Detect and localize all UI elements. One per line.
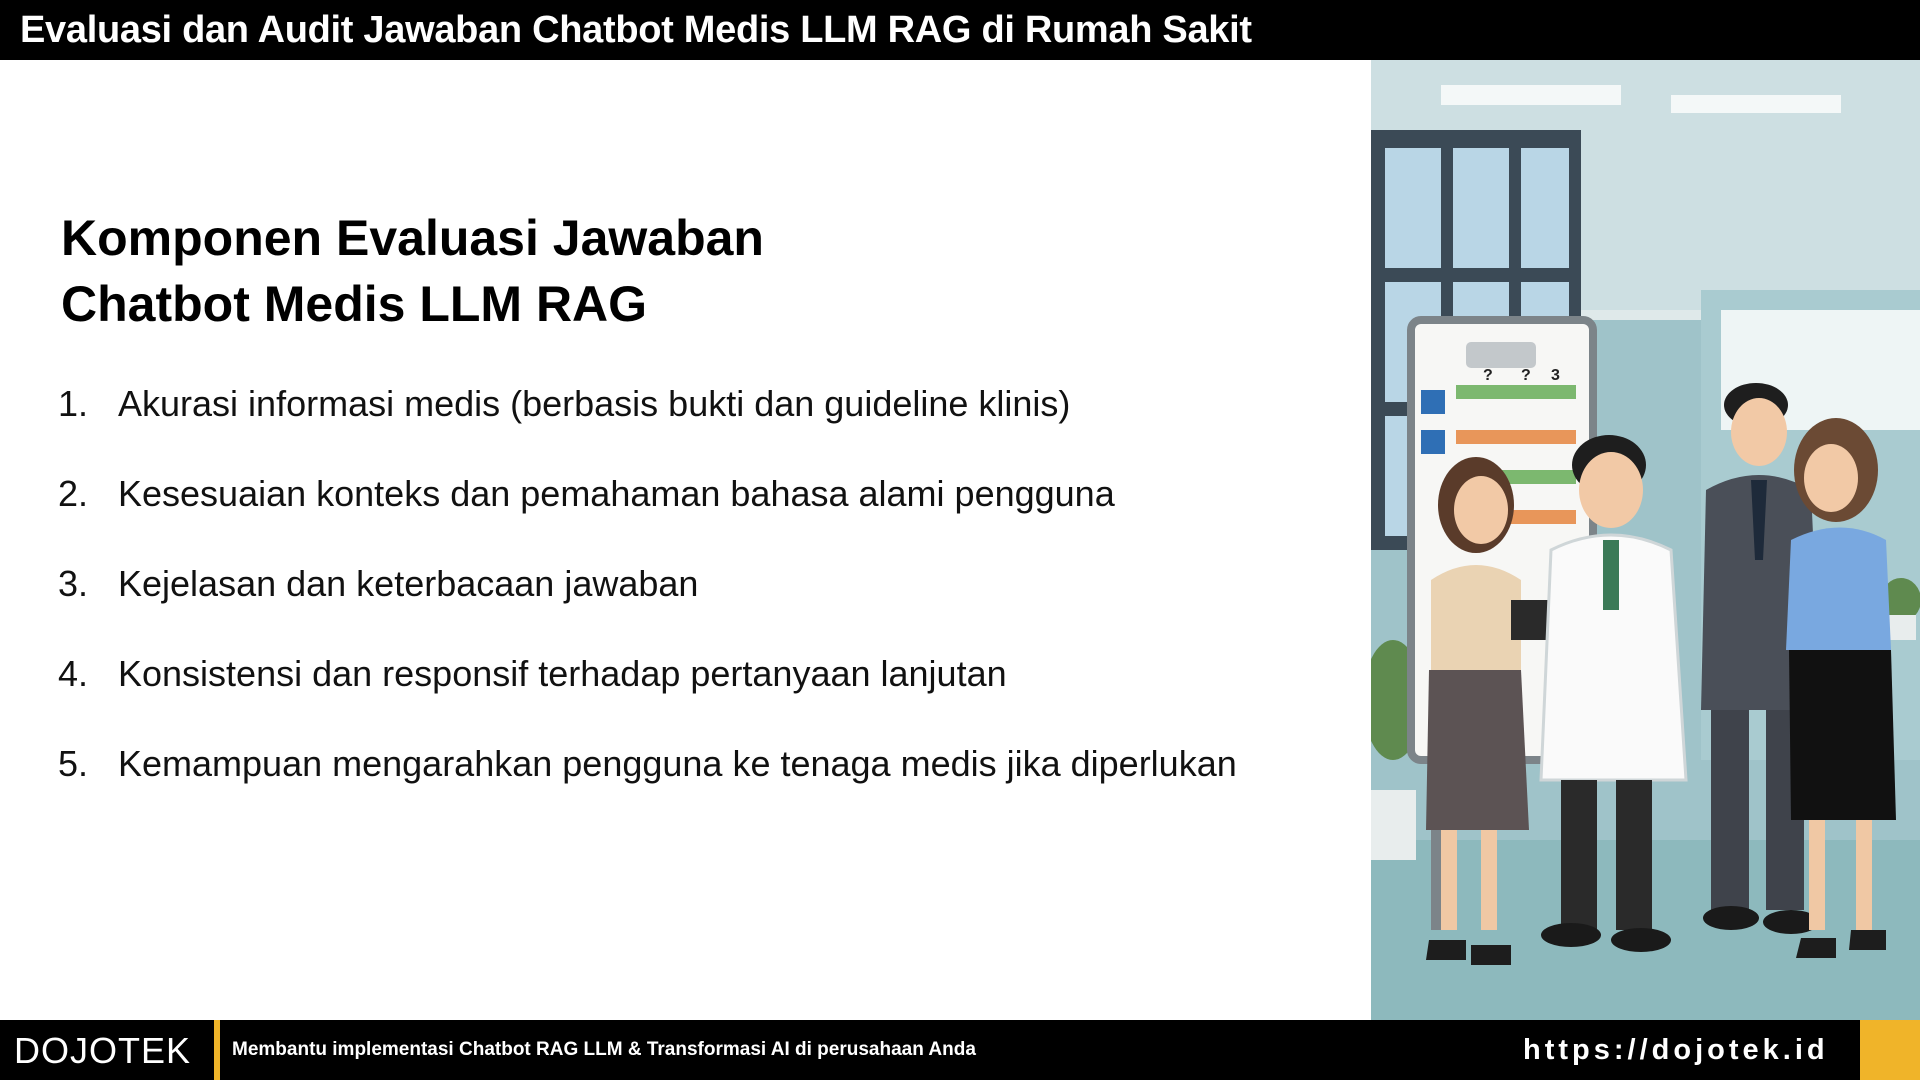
whiteboard-mark: 3 [1551, 367, 1560, 384]
list-item-number: 1. [58, 383, 89, 424]
brand-logo: DOJOTEK [14, 1030, 192, 1071]
footer-tagline: Membantu implementasi Chatbot RAG LLM & Transformasi AI di perusahaan Anda [232, 1039, 976, 1060]
whiteboard-mark: ? [1483, 367, 1493, 384]
list-item-text: Kejelasan dan keterbacaan jawaban [118, 563, 699, 604]
hospital-team-illustration [1371, 60, 1920, 1020]
list-item-text: Kesesuaian konteks dan pemahaman bahasa alami pengguna [118, 473, 1115, 514]
website-url[interactable]: https://dojotek.id [1523, 1034, 1829, 1066]
list-item [58, 743, 1237, 833]
list-item [58, 473, 1237, 563]
footer-accent-block [1860, 1020, 1920, 1080]
list-item [58, 563, 1237, 653]
list-item-number: 3. [58, 563, 89, 604]
section-heading-line-2: Chatbot Medis LLM RAG [61, 276, 648, 332]
list-item-number: 2. [58, 473, 89, 514]
section-heading [61, 205, 764, 337]
logo-divider [214, 1020, 220, 1080]
list-item [58, 653, 1237, 743]
page-title: Evaluasi dan Audit Jawaban Chatbot Medis LLM RAG di Rumah Sakit [20, 9, 1252, 51]
section-heading-line-1: Komponen Evaluasi Jawaban [61, 210, 764, 266]
header-bar [0, 0, 1920, 60]
list-item-text: Akurasi informasi medis (berbasis bukti dan guideline klinis) [118, 383, 1071, 424]
list-item-number: 5. [58, 743, 89, 784]
evaluation-component-list [58, 383, 1237, 833]
list-item-number: 4. [58, 653, 89, 694]
whiteboard-mark: ? [1521, 367, 1531, 384]
list-item [58, 383, 1237, 473]
list-item-text: Konsistensi dan responsif terhadap pertanyaan lanjutan [118, 653, 1007, 694]
footer-bar [0, 1020, 1920, 1080]
list-item-text: Kemampuan mengarahkan pengguna ke tenaga medis jika diperlukan [118, 743, 1237, 784]
